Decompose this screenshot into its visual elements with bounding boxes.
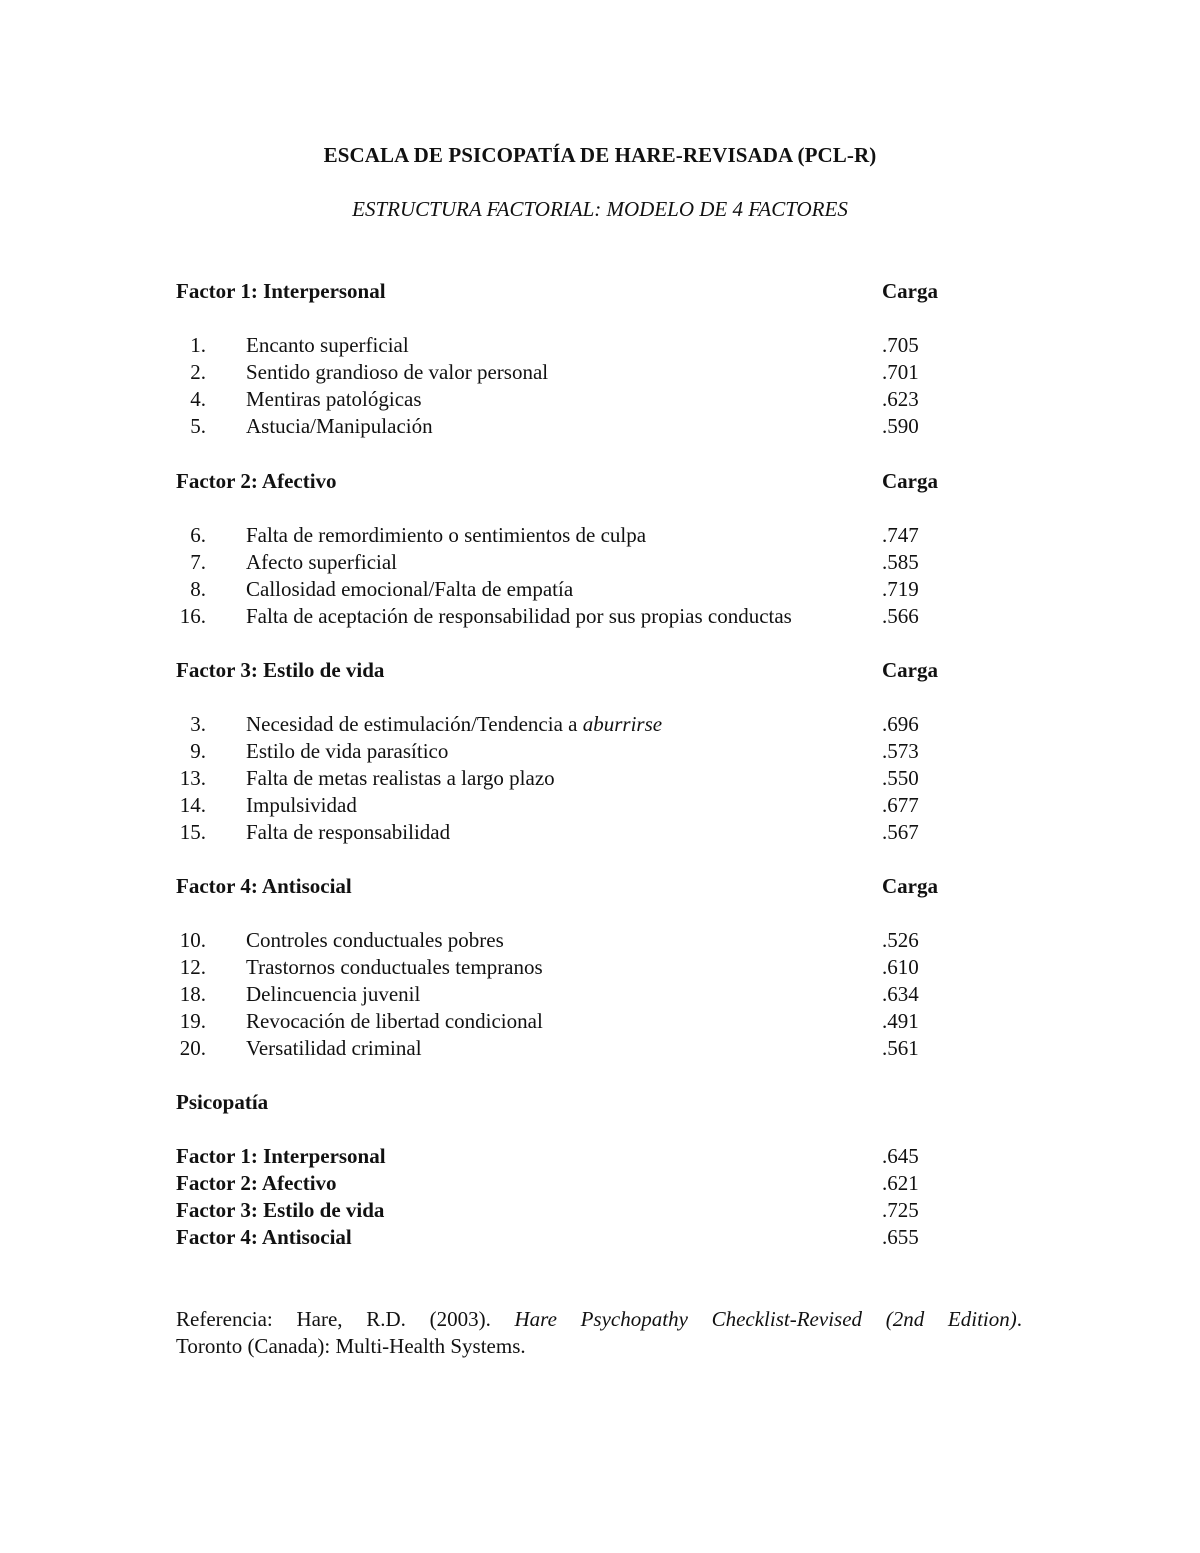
factor-2-section <box>176 468 976 630</box>
list-item <box>176 1170 976 1197</box>
item-text: Falta de remordimiento o sentimientos de culpa <box>246 523 647 547</box>
item-number: 8. <box>190 577 206 601</box>
item-number: 10. <box>179 928 206 952</box>
item-number: 1. <box>190 333 206 357</box>
item-text: Factor 3: Estilo de vida <box>176 1198 385 1222</box>
item-value: .567 <box>882 820 919 844</box>
item-number: 9. <box>190 739 206 763</box>
document-title: ESCALA DE PSICOPATÍA DE HARE-REVISADA (PCL-R) <box>323 143 877 167</box>
list-item <box>176 1143 976 1170</box>
list-item <box>176 1197 976 1224</box>
item-number: 4. <box>190 387 206 411</box>
factor-heading-label: Factor 2: Afectivo <box>176 469 337 493</box>
item-value: .610 <box>882 955 919 979</box>
factor-heading <box>176 873 976 900</box>
list-item <box>176 711 976 738</box>
list-item <box>176 386 976 413</box>
item-number: 2. <box>190 360 206 384</box>
item-value: .550 <box>882 766 919 790</box>
list-item <box>176 549 976 576</box>
factor-4-section <box>176 873 976 1062</box>
item-text: Factor 2: Afectivo <box>176 1171 337 1195</box>
reference-line-1 <box>176 1306 1022 1333</box>
item-value: .561 <box>882 1036 919 1060</box>
factor-heading-label: Factor 4: Antisocial <box>176 874 352 898</box>
list-item <box>176 413 976 440</box>
item-text: Falta de responsabilidad <box>246 820 451 844</box>
reference-line-2: Toronto (Canada): Multi-Health Systems. <box>176 1334 526 1358</box>
item-text: Falta de metas realistas a largo plazo <box>246 766 555 790</box>
factor-heading <box>176 657 976 684</box>
item-text: Falta de aceptación de responsabilidad por sus propias conductas <box>246 604 792 628</box>
item-text: Revocación de libertad condicional <box>246 1009 543 1033</box>
item-value: .677 <box>882 793 919 817</box>
item-text: Encanto superficial <box>246 333 409 357</box>
item-text: Delincuencia juvenil <box>246 982 421 1006</box>
item-text: Astucia/Manipulación <box>246 414 433 438</box>
list-item <box>176 1224 976 1251</box>
psicopatia-heading: Psicopatía <box>176 1090 269 1114</box>
item-value: .566 <box>882 604 919 628</box>
carga-label: Carga <box>882 658 938 682</box>
item-value: .623 <box>882 387 919 411</box>
factor-heading-label: Factor 1: Interpersonal <box>176 279 386 303</box>
item-value: .590 <box>882 414 919 438</box>
list-item <box>176 981 976 1008</box>
item-value: .701 <box>882 360 919 384</box>
factor-1-section <box>176 278 976 440</box>
item-number: 12. <box>179 955 206 979</box>
item-text: Versatilidad criminal <box>246 1036 422 1060</box>
carga-label: Carga <box>882 469 938 493</box>
item-number: 14. <box>179 793 206 817</box>
item-number: 7. <box>190 550 206 574</box>
reference-title: Hare Psychopathy Checklist-Revised (2nd Edition) <box>514 1307 1017 1331</box>
document-subtitle: ESTRUCTURA FACTORIAL: MODELO DE 4 FACTORES <box>352 197 848 221</box>
item-value: .573 <box>882 739 919 763</box>
item-text-main: Necesidad de estimulación/Tendencia a <box>246 712 583 736</box>
item-text-italic: aburrirse <box>582 712 663 736</box>
item-number: 16. <box>179 604 206 628</box>
reference-prefix: Referencia: Hare, R.D. (2003). <box>176 1307 515 1331</box>
item-number: 6. <box>190 523 206 547</box>
item-text: Factor 4: Antisocial <box>176 1225 352 1249</box>
list-item <box>176 819 976 846</box>
item-value: .655 <box>882 1225 919 1249</box>
list-item <box>176 522 976 549</box>
reference <box>176 1306 1022 1360</box>
item-number: 18. <box>179 982 206 1006</box>
item-text: Afecto superficial <box>246 550 398 574</box>
item-value: .634 <box>882 982 919 1006</box>
item-text: Mentiras patológicas <box>246 387 422 411</box>
factor-heading <box>176 278 976 305</box>
item-value: .621 <box>882 1171 919 1195</box>
item-value: .585 <box>882 550 919 574</box>
item-text: Impulsividad <box>246 793 357 817</box>
item-text <box>246 711 662 738</box>
list-item <box>176 927 976 954</box>
item-text: Trastornos conductuales tempranos <box>246 955 543 979</box>
item-text: Sentido grandioso de valor personal <box>246 360 549 384</box>
item-number: 3. <box>190 712 206 736</box>
item-text: Controles conductuales pobres <box>246 928 504 952</box>
carga-label: Carga <box>882 279 938 303</box>
item-value: .645 <box>882 1144 919 1168</box>
list-item <box>176 359 976 386</box>
carga-label: Carga <box>882 874 938 898</box>
factor-heading <box>176 468 976 495</box>
item-text: Estilo de vida parasítico <box>246 739 449 763</box>
list-item <box>176 792 976 819</box>
item-value: .526 <box>882 928 919 952</box>
list-item <box>176 1008 976 1035</box>
reference-suffix: . <box>1016 1307 1022 1331</box>
list-item <box>176 954 976 981</box>
item-value: .491 <box>882 1009 919 1033</box>
item-value: .747 <box>882 523 919 547</box>
list-item <box>176 603 976 630</box>
psicopatia-section <box>176 1089 976 1251</box>
item-number: 13. <box>179 766 206 790</box>
item-number: 5. <box>190 414 206 438</box>
item-value: .719 <box>882 577 919 601</box>
factor-3-section <box>176 657 976 846</box>
item-text: Callosidad emocional/Falta de empatía <box>246 577 574 601</box>
item-value: .696 <box>882 712 919 736</box>
factor-heading-label: Factor 3: Estilo de vida <box>176 658 385 682</box>
item-value: .705 <box>882 333 919 357</box>
item-text: Factor 1: Interpersonal <box>176 1144 386 1168</box>
item-value: .725 <box>882 1198 919 1222</box>
item-number: 20. <box>179 1036 206 1060</box>
item-number: 15. <box>179 820 206 844</box>
item-number: 19. <box>179 1009 206 1033</box>
list-item <box>176 1035 976 1062</box>
list-item <box>176 576 976 603</box>
list-item <box>176 332 976 359</box>
list-item <box>176 765 976 792</box>
list-item <box>176 738 976 765</box>
